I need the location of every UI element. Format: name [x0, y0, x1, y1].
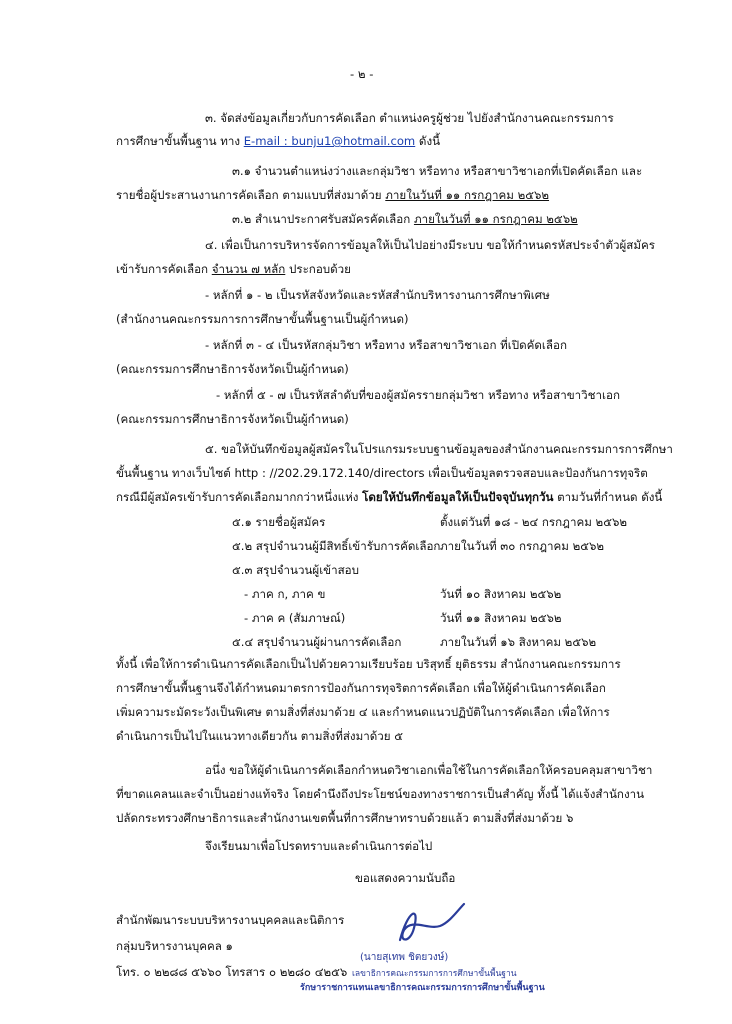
item4-line2-suffix: ประกอบด้วย — [285, 262, 351, 276]
footer-phone: โทร. ๐ ๒๒๘๘ ๕๖๖๐ โทรสาร ๐ ๒๒๘๐ ๔๒๕๖ — [116, 965, 348, 979]
footer-office: สำนักพัฒนาระบบบริหารงานบุคคลและนิติการ — [116, 913, 345, 927]
item5-line3-bold: โดยให้บันทึกข้อมูลให้เป็นปัจจุบันทุกวัน — [362, 490, 554, 504]
item5-line3-suffix: ตามวันที่กำหนด ดังนี้ — [553, 490, 663, 504]
schedule-label: - ภาค ก, ภาค ข — [244, 587, 326, 601]
closing: ขอแสดงความนับถือ — [355, 871, 456, 885]
item5-line3-prefix: กรณีมีผู้สมัครเข้ารับการคัดเลือกมากกว่าหนึ่งแห่ง — [116, 490, 363, 504]
schedule-date: ตั้งแต่วันที่ ๑๘ - ๒๔ กรกฎาคม ๒๕๖๒ — [440, 515, 627, 529]
item4-digit2: - หลักที่ ๓ - ๔ เป็นรหัสกลุ่มวิชา หรือทาง หรือสาขาวิชาเอก ที่เปิดคัดเลือก — [205, 338, 567, 352]
paragraph-b-line: ที่ขาดแคลนและจำเป็นอย่างแท้จริง โดยคำนึงถึงประโยชน์ของทางราชการเป็นสำคัญ ทั้งนี้ ได้แจ้งสำนักงาน — [116, 787, 645, 801]
signatory-acting-position: รักษาราชการแทนเลขาธิการคณะกรรมการการศึกษาขั้นพื้นฐาน — [300, 983, 545, 993]
item4-digits: จำนวน ๗ หลัก — [211, 262, 286, 276]
paragraph-a-line: การศึกษาขั้นพื้นฐานจึงได้กำหนดมาตรการป้องกันการทุจริตการคัดเลือก เพื่อให้ผู้ดำเนินการคัดเลือก — [116, 681, 606, 695]
item3-line1: ๓. จัดส่งข้อมูลเกี่ยวกับการคัดเลือก ตำแหน่งครูผู้ช่วย ไปยังสำนักงานคณะกรรมการ — [205, 111, 614, 125]
paragraph-a-line: ดำเนินการเป็นไปในแนวทางเดียวกัน ตามสิ่งที่ส่งมาด้วย ๕ — [116, 729, 404, 743]
item3-line2-prefix: การศึกษาขั้นพื้นฐาน ทาง — [116, 134, 244, 148]
page-number: - ๒ - — [350, 67, 374, 81]
item5-line3 — [116, 489, 662, 506]
schedule-label: ๕.๓ สรุปจำนวนผู้เข้าสอบ — [232, 563, 359, 577]
item3-line2 — [116, 133, 440, 150]
footer-group: กลุ่มบริหารงานบุคคล ๑ — [116, 939, 233, 953]
item3-sub1-deadline: ภายในวันที่ ๑๑ กรกฎาคม ๒๕๖๒ — [385, 188, 550, 202]
schedule-label: ๕.๔ สรุปจำนวนผู้ผ่านการคัดเลือก — [232, 635, 402, 649]
item4-line1: ๔. เพื่อเป็นการบริหารจัดการข้อมูลให้เป็นไปอย่างมีระบบ ขอให้กำหนดรหัสประจำตัวผู้สมัคร — [205, 238, 655, 252]
item3-sub2-deadline: ภายในวันที่ ๑๑ กรกฎาคม ๒๕๖๒ — [413, 212, 578, 226]
schedule-label: ๕.๑ รายชื่อผู้สมัคร — [232, 515, 326, 529]
schedule-date: ภายในวันที่ ๓๐ กรกฎาคม ๒๕๖๒ — [440, 539, 605, 553]
item3-sub2-prefix: ๓.๒ สำเนาประกาศรับสมัครคัดเลือก — [232, 212, 414, 226]
item3-sub1-line2-prefix: รายชื่อผู้ประสานงานการคัดเลือก ตามแบบที่ส่งมาด้วย — [116, 188, 386, 202]
item3-sub2 — [232, 211, 578, 228]
schedule-date: วันที่ ๑๑ สิงหาคม ๒๕๖๒ — [440, 611, 562, 625]
paragraph-b-line: ปลัดกระทรวงศึกษาธิการและสำนักงานเขตพื้นที่การศึกษาทราบด้วยแล้ว ตามสิ่งที่ส่งมาด้วย ๖ — [116, 811, 574, 825]
item4-digit3: - หลักที่ ๕ - ๗ เป็นรหัสลำดับที่ของผู้สมัครรายกลุ่มวิชา หรือทาง หรือสาขาวิชาเอก — [216, 388, 620, 402]
paragraph-a-line: เพิ่มความระมัดระวังเป็นพิเศษ ตามสิ่งที่ส่งมาด้วย ๔ และกำหนดแนวปฏิบัติในการคัดเลือก เพื่อให้การ — [116, 705, 610, 719]
closing-request: จึงเรียนมาเพื่อโปรดทราบและดำเนินการต่อไป — [205, 839, 433, 853]
email-link[interactable]: E-mail : bunju1@hotmail.com — [243, 134, 416, 148]
signatory-name: (นายสุเทพ ชิตยวงษ์) — [360, 952, 449, 963]
schedule-date: วันที่ ๑๐ สิงหาคม ๒๕๖๒ — [440, 587, 562, 601]
schedule-date: ภายในวันที่ ๑๖ สิงหาคม ๒๕๖๒ — [440, 635, 597, 649]
paragraph-a-line: ทั้งนี้ เพื่อให้การดำเนินการคัดเลือกเป็นไปด้วยความเรียบร้อย บริสุทธิ์ ยุติธรรม สำนักงานคณะกรรมการ — [116, 657, 621, 671]
signature-mark — [380, 900, 470, 950]
schedule-label: ๕.๒ สรุปจำนวนผู้มีสิทธิ์เข้ารับการคัดเลือก — [232, 539, 441, 553]
item5-line2: ขั้นพื้นฐาน ทางเว็บไซต์ http : //202.29.172.140/directors เพื่อเป็นข้อมูลตรวจสอบและป้องกันการทุจริต — [116, 466, 648, 480]
schedule-label: - ภาค ค (สัมภาษณ์) — [244, 611, 346, 625]
item4-line2-prefix: เข้ารับการคัดเลือก — [116, 262, 212, 276]
signatory-position: เลขาธิการคณะกรรมการการศึกษาขั้นพื้นฐาน — [352, 969, 517, 979]
item3-sub1-line2 — [116, 187, 549, 204]
item3-line2-suffix: ดังนี้ — [415, 134, 441, 148]
item4-digit1-note: (สำนักงานคณะกรรมการการศึกษาขั้นพื้นฐานเป็นผู้กำหนด) — [116, 312, 409, 326]
item4-digit2-note: (คณะกรรมการศึกษาธิการจังหวัดเป็นผู้กำหนด) — [116, 362, 349, 376]
item4-line2 — [116, 261, 351, 278]
item4-digit3-note: (คณะกรรมการศึกษาธิการจังหวัดเป็นผู้กำหนด) — [116, 412, 349, 426]
item4-digit1: - หลักที่ ๑ - ๒ เป็นรหัสจังหวัดและรหัสสำนักบริหารงานการศึกษาพิเศษ — [205, 288, 550, 302]
item5-line1: ๕. ขอให้บันทึกข้อมูลผู้สมัครในโปรแกรมระบบฐานข้อมูลของสำนักงานคณะกรรมการการศึกษา — [205, 442, 673, 456]
paragraph-b-line: อนึ่ง ขอให้ผู้ดำเนินการคัดเลือกกำหนดวิชาเอกเพื่อใช้ในการคัดเลือกให้ครอบคลุมสาขาวิชา — [205, 763, 653, 777]
item3-sub1-line1: ๓.๑ จำนวนตำแหน่งว่างและกลุ่มวิชา หรือทาง หรือสาขาวิชาเอกที่เปิดคัดเลือก และ — [232, 164, 643, 178]
